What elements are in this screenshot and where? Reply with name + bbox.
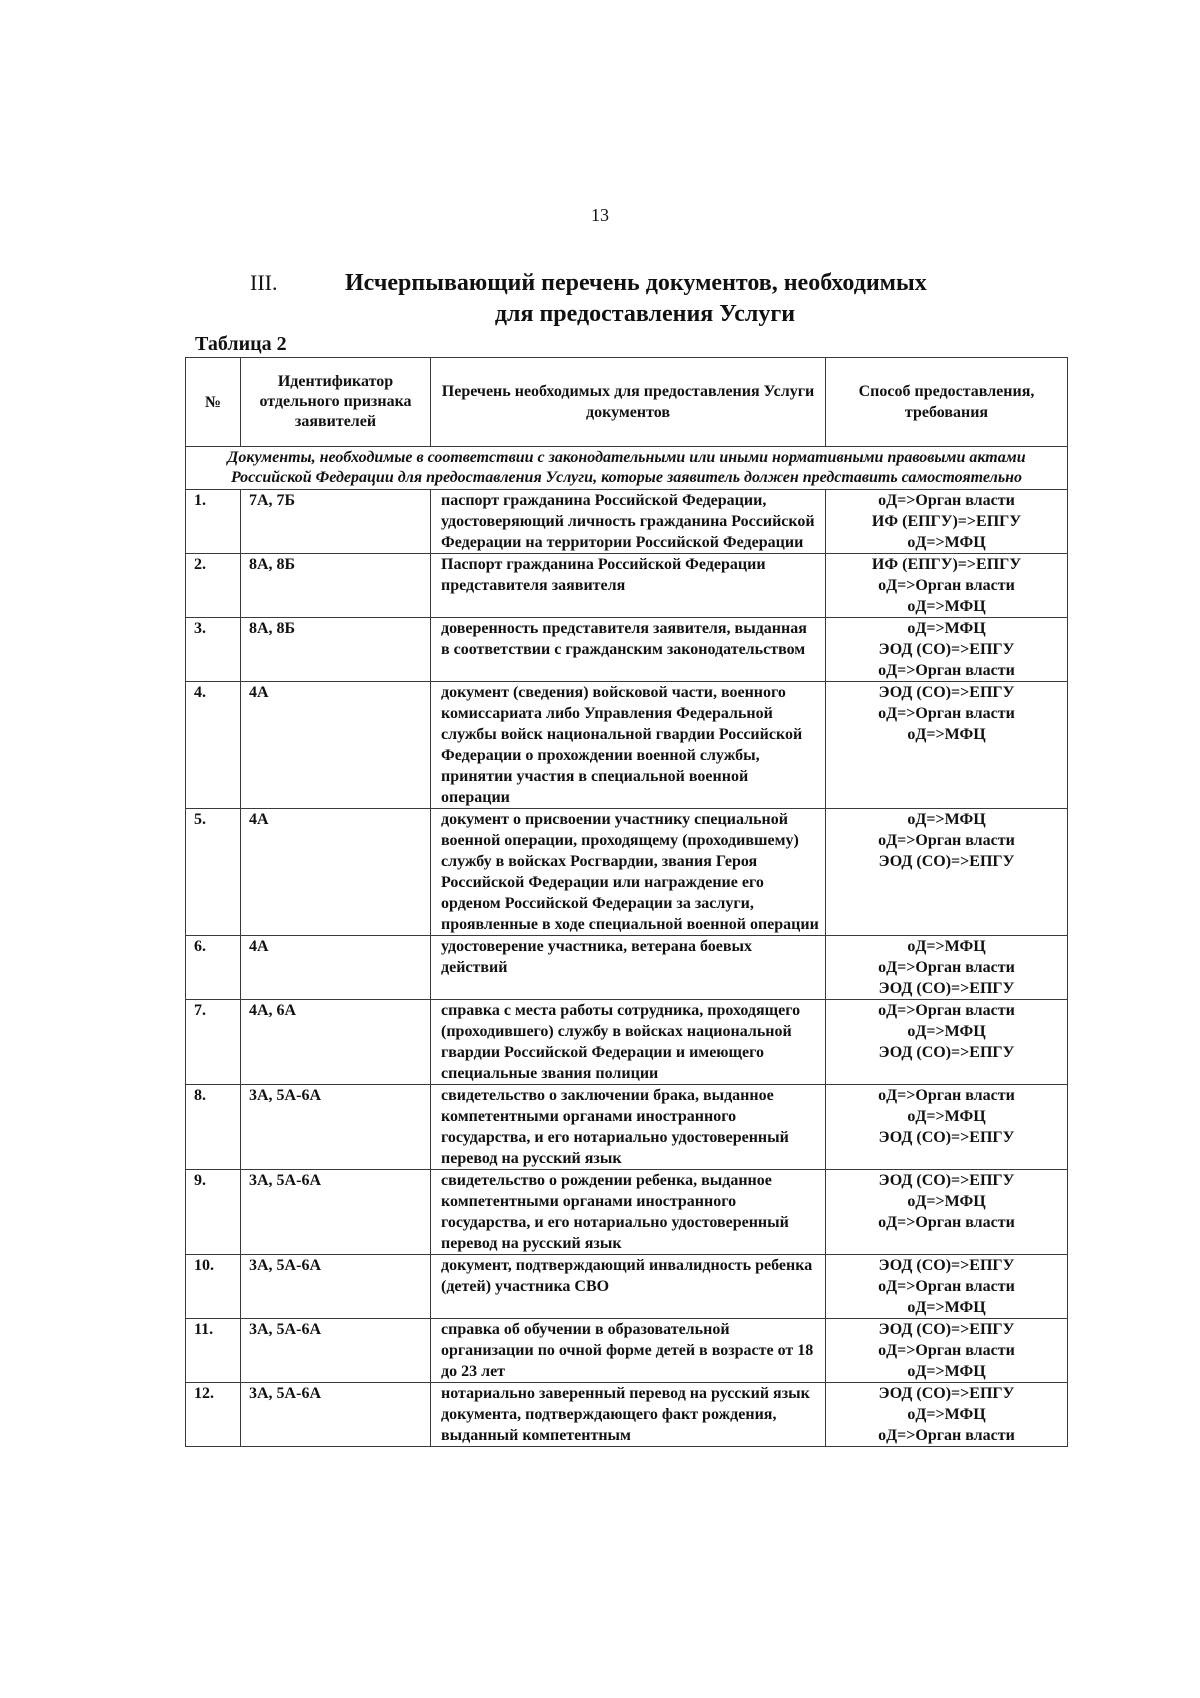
- header-method: Способ предоставления, требования: [826, 358, 1068, 447]
- section-roman-numeral: III.: [250, 270, 278, 295]
- method-item: оД=>Орган власти: [878, 1427, 1015, 1444]
- row-identifier: 4А, 6А: [241, 1000, 431, 1085]
- row-number: 9.: [186, 1170, 241, 1255]
- row-methods: [826, 936, 1068, 1000]
- table-row: [186, 936, 1068, 1000]
- table-row: [186, 490, 1068, 554]
- row-number: 8.: [186, 1085, 241, 1170]
- row-document: справка об обучении в образовательной организации по очной форме детей в возрасте от 18 до 23 лет: [431, 1319, 826, 1383]
- method-item: оД=>МФЦ: [907, 620, 986, 637]
- row-identifier: 4А: [241, 682, 431, 809]
- header-identifier: Идентификатор отдельного признака заявителей: [241, 358, 431, 447]
- method-item: оД=>Орган власти: [878, 577, 1015, 594]
- method-item: ЭОД (СО)=>ЕПГУ: [878, 1385, 1015, 1402]
- row-number: 11.: [186, 1319, 241, 1383]
- method-item: ЭОД (СО)=>ЕПГУ: [878, 1321, 1015, 1338]
- row-document: справка с места работы сотрудника, проходящего (проходившего) службу в войсках национальной гвардии Российской Федерации и имеющего специальные звания полиции: [431, 1000, 826, 1085]
- row-document: документ, подтверждающий инвалидность ребенка (детей) участника СВО: [431, 1255, 826, 1319]
- method-item: оД=>МФЦ: [907, 1193, 986, 1210]
- method-item: оД=>Орган власти: [878, 959, 1015, 976]
- method-item: ИФ (ЕПГУ)=>ЕПГУ: [871, 513, 1022, 530]
- method-item: оД=>МФЦ: [907, 598, 986, 615]
- row-number: 1.: [186, 490, 241, 554]
- row-methods: [826, 1085, 1068, 1170]
- table-row: [186, 1170, 1068, 1255]
- row-methods: [826, 1319, 1068, 1383]
- method-item: ЭОД (СО)=>ЕПГУ: [878, 1044, 1015, 1061]
- row-identifier: 3А, 5А-6А: [241, 1255, 431, 1319]
- table-row: [186, 554, 1068, 618]
- documents-table: [185, 357, 1068, 1447]
- table-body: [186, 447, 1068, 1447]
- method-item: оД=>Орган власти: [878, 832, 1015, 849]
- row-methods: [826, 1255, 1068, 1319]
- row-document: нотариально заверенный перевод на русский язык документа, подтверждающего факт рождения, выданный компетентным: [431, 1383, 826, 1447]
- method-item: оД=>МФЦ: [907, 1406, 986, 1423]
- method-item: оД=>Орган власти: [878, 662, 1015, 679]
- table-caption: Таблица 2: [195, 333, 287, 355]
- method-item: оД=>МФЦ: [907, 811, 986, 828]
- row-number: 2.: [186, 554, 241, 618]
- row-number: 4.: [186, 682, 241, 809]
- method-item: ЭОД (СО)=>ЕПГУ: [878, 980, 1015, 997]
- row-methods: [826, 1170, 1068, 1255]
- table-row: [186, 1000, 1068, 1085]
- row-number: 5.: [186, 809, 241, 936]
- row-number: 7.: [186, 1000, 241, 1085]
- section-title-line-2: для предоставления Услуги: [494, 301, 796, 327]
- row-methods: [826, 490, 1068, 554]
- method-item: оД=>Орган власти: [878, 1278, 1015, 1295]
- method-item: оД=>Орган власти: [878, 705, 1015, 722]
- row-methods: [826, 1383, 1068, 1447]
- method-item: ЭОД (СО)=>ЕПГУ: [878, 1172, 1015, 1189]
- page-number: 13: [591, 205, 609, 225]
- method-item: оД=>МФЦ: [907, 938, 986, 955]
- table-row: [186, 1319, 1068, 1383]
- method-item: оД=>МФЦ: [907, 1023, 986, 1040]
- method-item: оД=>Орган власти: [878, 1214, 1015, 1231]
- row-methods: [826, 554, 1068, 618]
- row-document: свидетельство о заключении брака, выданное компетентными органами иностранного государства, и его нотариально удостоверенный перевод на русский язык: [431, 1085, 826, 1170]
- row-identifier: 3А, 5А-6А: [241, 1319, 431, 1383]
- method-item: ЭОД (СО)=>ЕПГУ: [878, 1257, 1015, 1274]
- method-item: ЭОД (СО)=>ЕПГУ: [878, 853, 1015, 870]
- method-item: оД=>МФЦ: [907, 1363, 986, 1380]
- method-item: ИФ (ЕПГУ)=>ЕПГУ: [871, 556, 1022, 573]
- method-item: оД=>МФЦ: [907, 1299, 986, 1316]
- row-identifier: 8А, 8Б: [241, 618, 431, 682]
- row-document: свидетельство о рождении ребенка, выданное компетентными органами иностранного государства, и его нотариально удостоверенный перевод на русский язык: [431, 1170, 826, 1255]
- row-document: доверенность представителя заявителя, выданная в соответствии с гражданским законодательством: [431, 618, 826, 682]
- row-document: документ (сведения) войсковой части, военного комиссариата либо Управления Федеральной службы войск национальной гвардии Российской Федерации о прохождении военной службы, принятии участия в специальной военной операции: [431, 682, 826, 809]
- row-number: 10.: [186, 1255, 241, 1319]
- row-document: паспорт гражданина Российской Федерации, удостоверяющий личность гражданина Российской Федерации на территории Российской Федерации: [431, 490, 826, 554]
- method-item: ЭОД (СО)=>ЕПГУ: [878, 641, 1015, 658]
- header-num: №: [186, 358, 241, 447]
- row-document: Паспорт гражданина Российской Федерации представителя заявителя: [431, 554, 826, 618]
- table-subheader-row: [186, 447, 1068, 490]
- table-row: [186, 682, 1068, 809]
- row-identifier: 3А, 5А-6А: [241, 1085, 431, 1170]
- method-item: оД=>МФЦ: [907, 534, 986, 551]
- row-identifier: 7А, 7Б: [241, 490, 431, 554]
- table-row: [186, 809, 1068, 936]
- header-documents: Перечень необходимых для предоставления Услуги документов: [431, 358, 826, 447]
- row-methods: [826, 682, 1068, 809]
- row-identifier: 3А, 5А-6А: [241, 1383, 431, 1447]
- row-identifier: 4А: [241, 809, 431, 936]
- method-item: оД=>МФЦ: [907, 1108, 986, 1125]
- table-row: [186, 618, 1068, 682]
- table-row: [186, 1255, 1068, 1319]
- table-header-row: [186, 358, 1068, 447]
- method-item: оД=>Орган власти: [878, 492, 1015, 509]
- row-identifier: 4А: [241, 936, 431, 1000]
- method-item: оД=>Орган власти: [878, 1342, 1015, 1359]
- row-identifier: 3А, 5А-6А: [241, 1170, 431, 1255]
- row-identifier: 8А, 8Б: [241, 554, 431, 618]
- row-methods: [826, 809, 1068, 936]
- method-item: ЭОД (СО)=>ЕПГУ: [878, 684, 1015, 701]
- row-document: удостоверение участника, ветерана боевых действий: [431, 936, 826, 1000]
- row-methods: [826, 618, 1068, 682]
- table-row: [186, 1085, 1068, 1170]
- method-item: оД=>Орган власти: [878, 1087, 1015, 1104]
- table-subheader: Документы, необходимые в соответствии с законодательными или иными нормативными правовыми актами Российской Федерации для предоставления Услуги, которые заявитель должен представить самостоятельно: [186, 447, 1068, 490]
- row-document: документ о присвоении участнику специальной военной операции, проходящему (проходившему) службу в войсках Росгвардии, звания Героя Российской Федерации или награждение его орденом Российской Федерации за заслуги, проявленные в ходе специальной военной операции: [431, 809, 826, 936]
- row-number: 3.: [186, 618, 241, 682]
- section-title-line-1: Исчерпывающий перечень документов, необходимых: [345, 270, 927, 296]
- row-number: 6.: [186, 936, 241, 1000]
- method-item: оД=>МФЦ: [907, 726, 986, 743]
- row-number: 12.: [186, 1383, 241, 1447]
- row-methods: [826, 1000, 1068, 1085]
- method-item: оД=>Орган власти: [878, 1002, 1015, 1019]
- table-row: [186, 1383, 1068, 1447]
- method-item: ЭОД (СО)=>ЕПГУ: [878, 1129, 1015, 1146]
